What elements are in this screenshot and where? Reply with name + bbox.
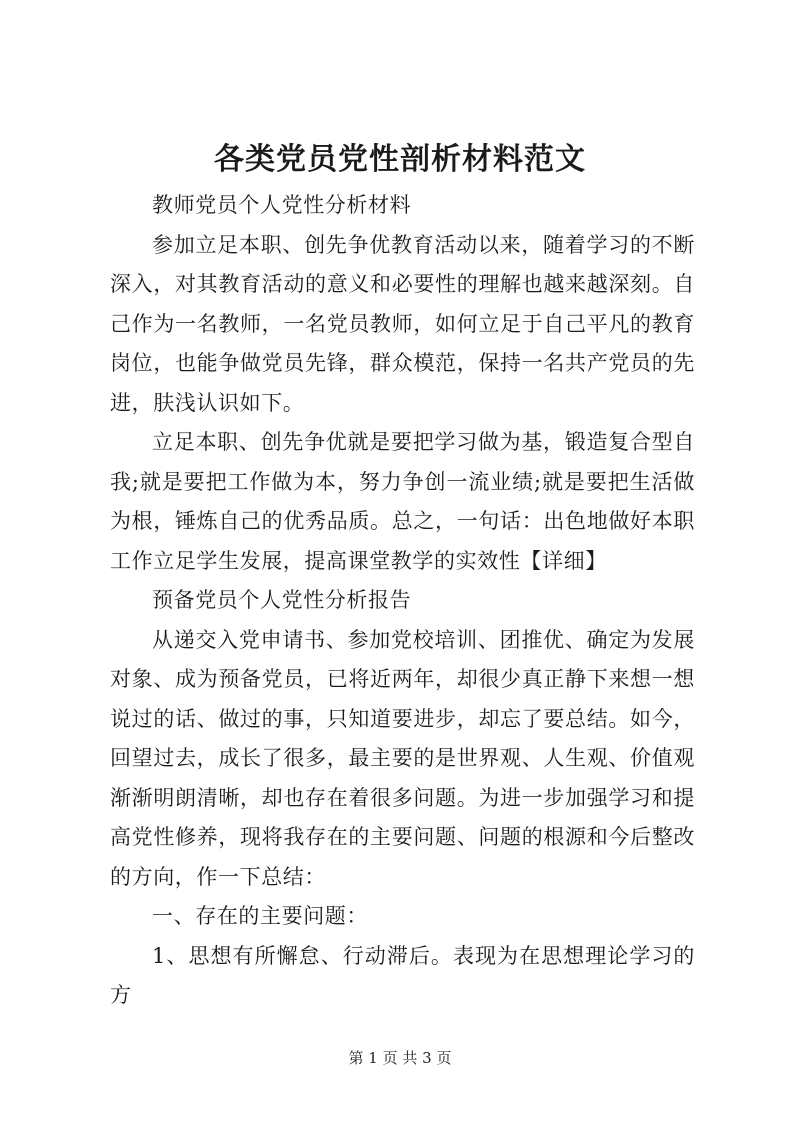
document-body (110, 186, 695, 1016)
paragraph-main-problems-heading: 一、存在的主要问题： (152, 904, 368, 928)
paragraph-section-heading-teacher: 教师党员个人党性分析材料 (152, 193, 412, 217)
document-title: 各类党员党性剖析材料范文 (214, 142, 586, 177)
paragraph-stand-post: 立足本职、创先争优就是要把学习做为基，锻造复合型自我;就是要把工作做为本，努力争创一流业绩;就是要把生活做为根，锤炼自己的优秀品质。总之，一句话：出色地做好本职工作立足学生发展，提高课堂教学的实效性【详细】 (110, 430, 695, 573)
paragraph-problem-one: 1、思想有所懈怠、行动滞后。表现为在思想理论学习的方 (110, 943, 695, 1007)
page-number-footer: 第 1 页 共 3 页 (348, 1049, 452, 1067)
paragraph-probationary-summary: 从递交入党申请书、参加党校培训、团推优、确定为发展对象、成为预备党员，已将近两年，却很少真正静下来想一想说过的话、做过的事，只知道要进步，却忘了要总结。如今，回望过去，成长了很多，最主要的是世界观、人生观、价值观渐渐明朗清晰，却也存在着很多问题。为进一步加强学习和提高党性修养，现将我存在的主要问题、问题的根源和今后整改的方向，作一下总结： (110, 627, 695, 889)
paragraph-section-heading-probationary: 预备党员个人党性分析报告 (152, 588, 412, 612)
paragraph-intro: 参加立足本职、创先争优教育活动以来，随着学习的不断深入，对其教育活动的意义和必要性的理解也越来越深刻。自己作为一名教师，一名党员教师，如何立足于自己平凡的教育岗位，也能争做党员先锋，群众模范，保持一名共产党员的先进，肤浅认识如下。 (110, 232, 695, 415)
